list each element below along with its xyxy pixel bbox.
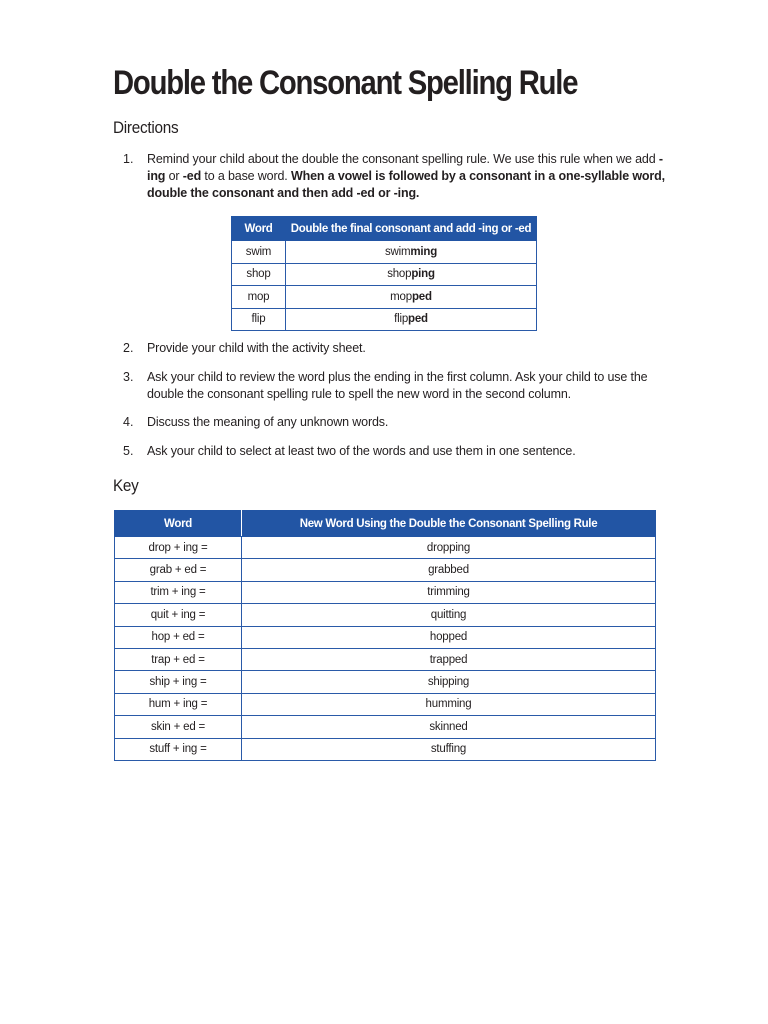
- key-heading: Key: [113, 476, 139, 495]
- column-header-word: Word: [115, 511, 242, 537]
- step-number: 3.: [123, 370, 134, 384]
- new-word-cell: trapped: [242, 648, 656, 670]
- word-cell: hum + ing =: [115, 693, 242, 715]
- result-cell: flipped: [286, 308, 537, 331]
- table-row: [232, 241, 537, 264]
- directions-heading: Directions: [113, 118, 179, 137]
- rule-example-table: [231, 216, 537, 331]
- word-cell: quit + ing =: [115, 604, 242, 626]
- step-text: Provide your child with the activity sheet.: [147, 341, 366, 355]
- new-word-cell: trimming: [242, 581, 656, 603]
- table-row: [115, 716, 656, 738]
- table-row: [115, 581, 656, 603]
- direction-step-1: [123, 151, 663, 203]
- page-title: Double the Consonant Spelling Rule: [113, 64, 578, 102]
- result-cell: swimming: [286, 241, 537, 264]
- word-cell: trim + ing =: [115, 581, 242, 603]
- new-word-cell: grabbed: [242, 559, 656, 581]
- table-row: [232, 263, 537, 286]
- table-row: [115, 537, 656, 559]
- word-cell: shop: [232, 263, 286, 286]
- result-cell: shopping: [286, 263, 537, 286]
- table-row: [115, 604, 656, 626]
- step-text: Ask your child to select at least two of the words and use them in one sentence.: [147, 444, 576, 458]
- table-header-row: [232, 217, 537, 241]
- table-row: [232, 308, 537, 331]
- new-word-cell: dropping: [242, 537, 656, 559]
- new-word-cell: stuffing: [242, 738, 656, 760]
- word-cell: flip: [232, 308, 286, 331]
- column-header-word: Word: [232, 217, 286, 241]
- answer-key-table: [114, 510, 656, 761]
- table-row: [232, 286, 537, 309]
- step-number: 5.: [123, 444, 134, 458]
- column-header-new-word: New Word Using the Double the Consonant Spelling Rule: [242, 511, 656, 537]
- table-row: [115, 648, 656, 670]
- new-word-cell: hopped: [242, 626, 656, 648]
- column-header-rule: Double the final consonant and add -ing or -ed: [286, 217, 537, 241]
- word-cell: swim: [232, 241, 286, 264]
- word-cell: hop + ed =: [115, 626, 242, 648]
- table-row: [115, 626, 656, 648]
- new-word-cell: quitting: [242, 604, 656, 626]
- new-word-cell: shipping: [242, 671, 656, 693]
- new-word-cell: skinned: [242, 716, 656, 738]
- word-cell: grab + ed =: [115, 559, 242, 581]
- step-number: 4.: [123, 415, 134, 429]
- word-cell: drop + ing =: [115, 537, 242, 559]
- table-row: [115, 559, 656, 581]
- word-cell: stuff + ing =: [115, 738, 242, 760]
- table-row: [115, 738, 656, 760]
- word-cell: mop: [232, 286, 286, 309]
- table-header-row: [115, 511, 656, 537]
- step-text: Discuss the meaning of any unknown words.: [147, 415, 389, 429]
- word-cell: skin + ed =: [115, 716, 242, 738]
- word-cell: ship + ing =: [115, 671, 242, 693]
- step-number: 2.: [123, 341, 134, 355]
- step-text: Remind your child about the double the consonant spelling rule. We use this rule when we add -ing or -ed to a base word. When a vowel is followed by a consonant in a one-syllable word, double the consonant and then add -ed or -ing.: [147, 152, 665, 200]
- step-text: Ask your child to review the word plus the ending in the first column. Ask your child to use the double the consonant spelling rule to spell the new word in the second column.: [147, 370, 648, 401]
- new-word-cell: humming: [242, 693, 656, 715]
- step-number: 1.: [123, 152, 134, 166]
- table-row: [115, 693, 656, 715]
- result-cell: mopped: [286, 286, 537, 309]
- word-cell: trap + ed =: [115, 648, 242, 670]
- table-row: [115, 671, 656, 693]
